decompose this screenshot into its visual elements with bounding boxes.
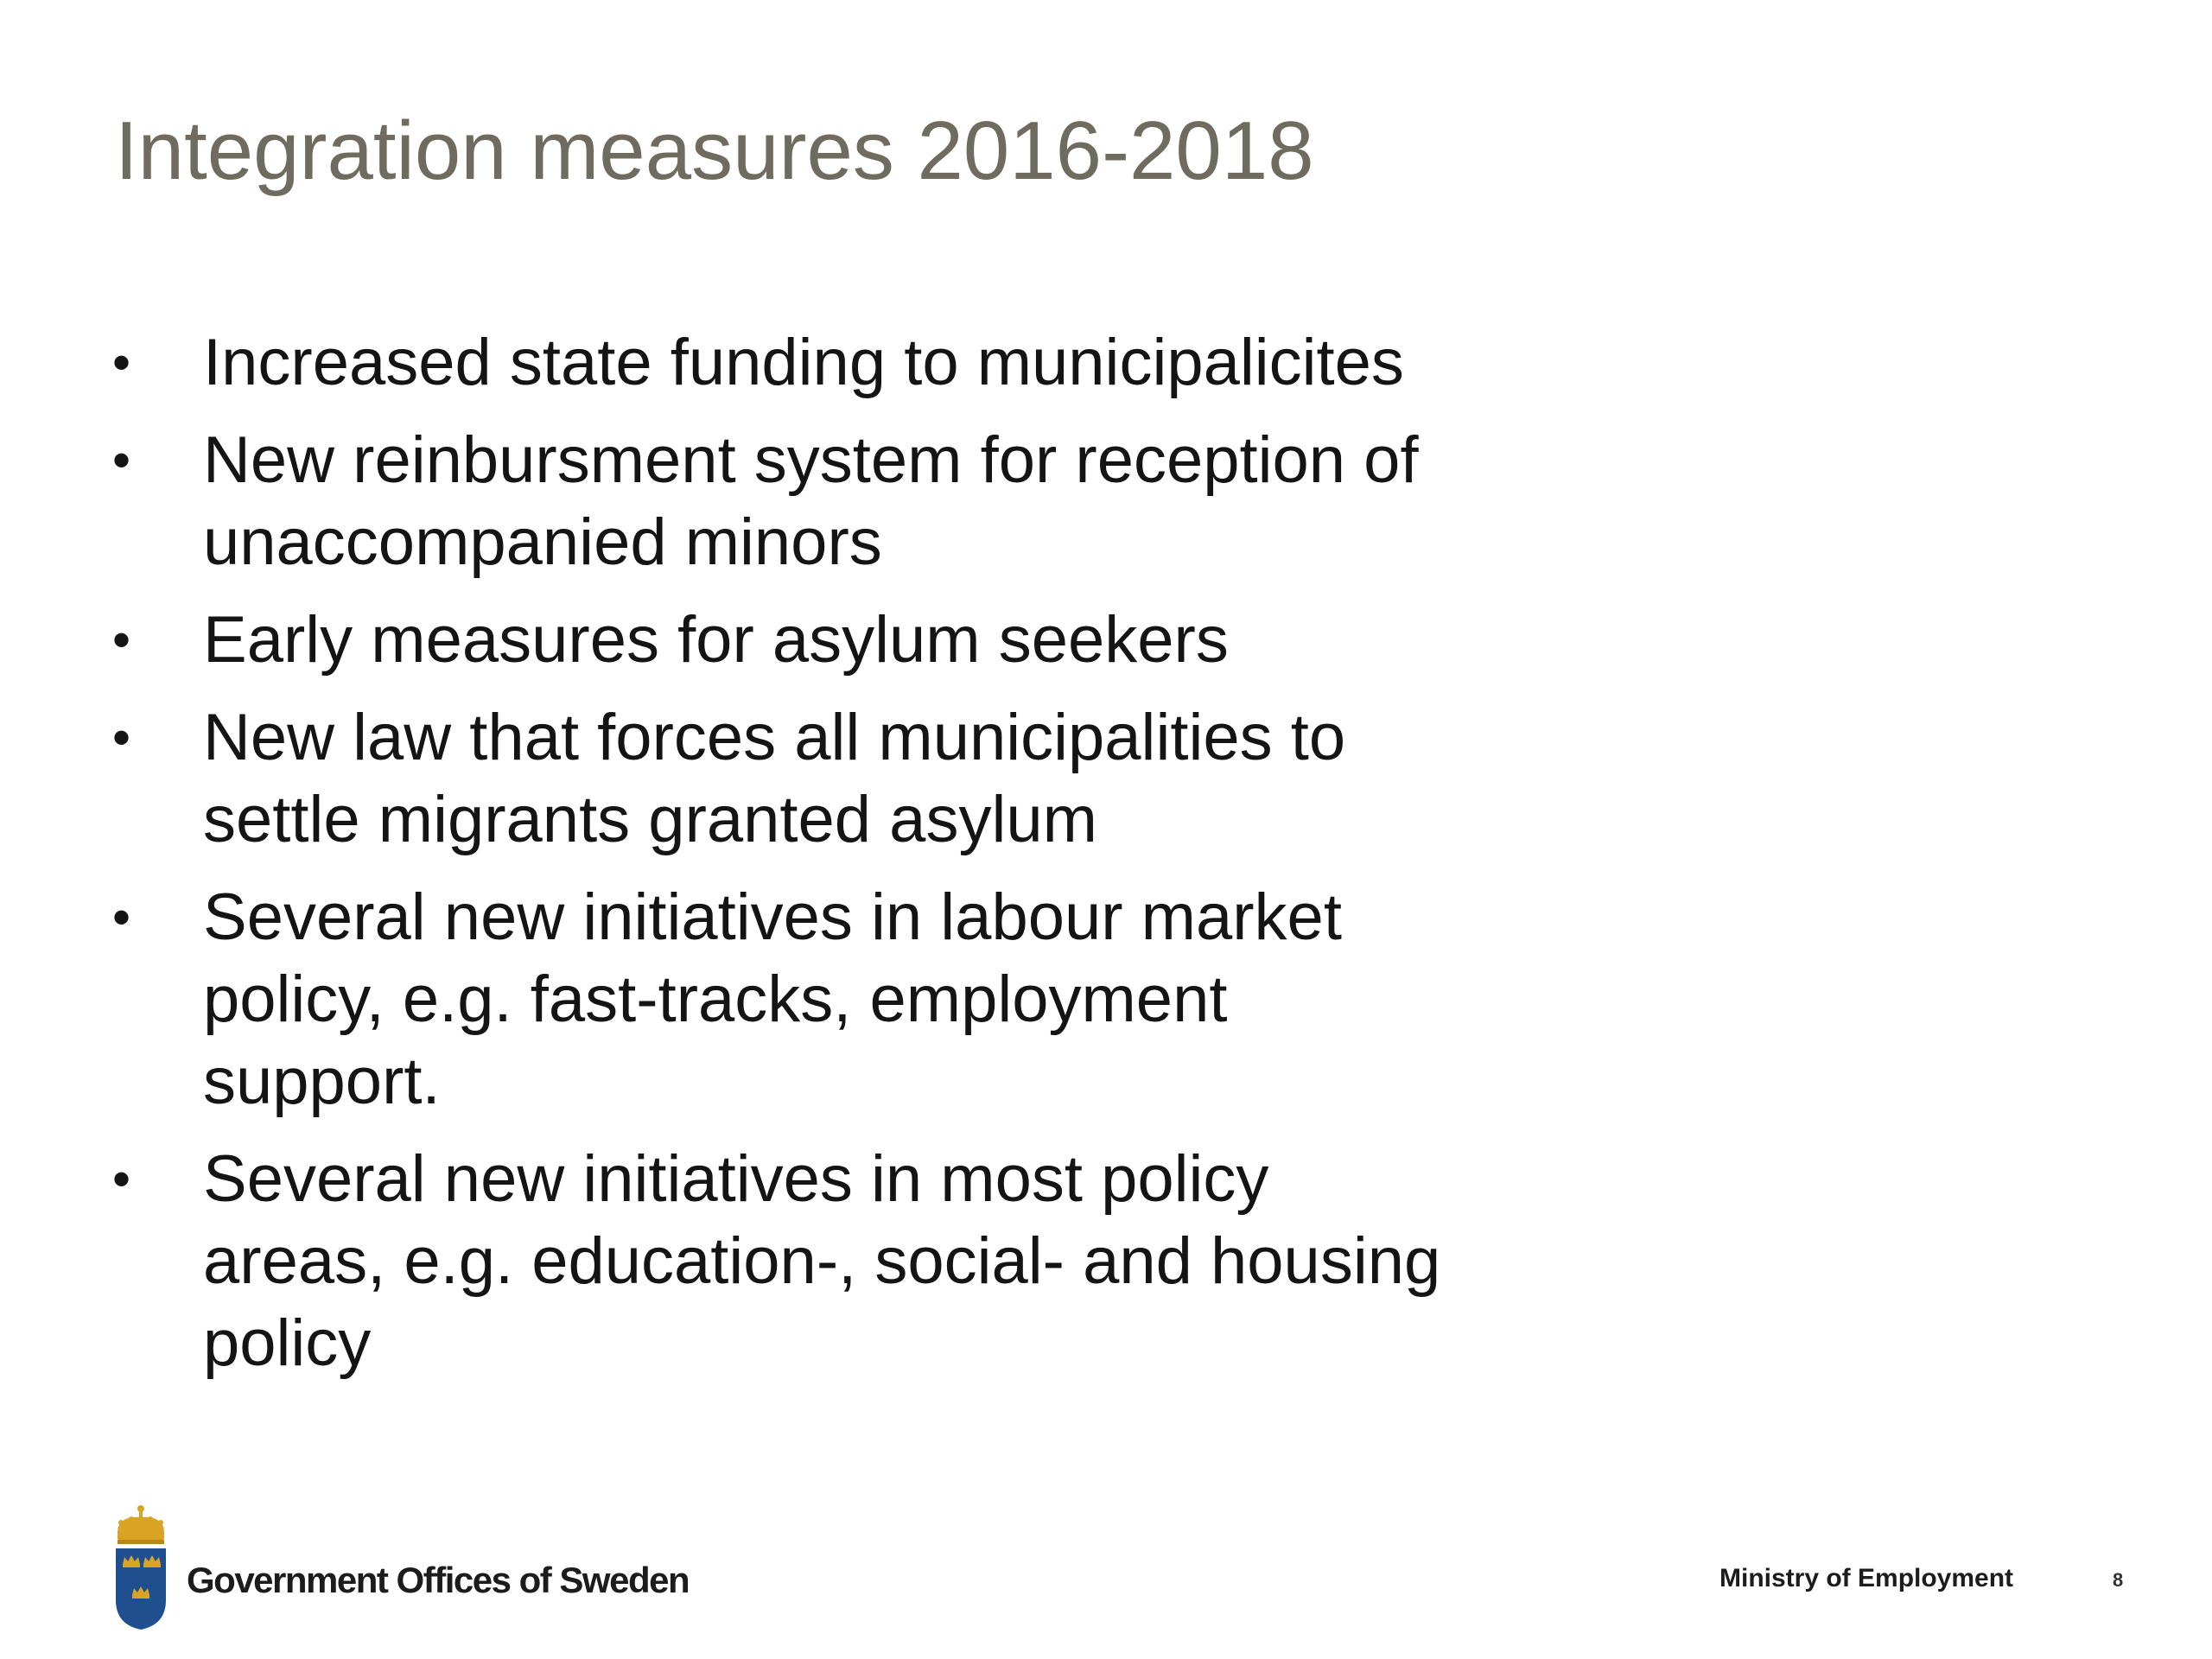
- bullet-marker: •: [112, 431, 131, 489]
- bullet-marker: •: [112, 709, 131, 766]
- swedish-coat-of-arms-icon: [112, 1503, 169, 1631]
- bullet-item: [112, 1138, 1443, 1384]
- bullet-text: New reinbursment system for reception of unaccompanied minors: [203, 423, 1419, 579]
- bullet-marker: •: [112, 334, 131, 391]
- bullet-item: [112, 599, 1443, 681]
- bullet-text: Early measures for asylum seekers: [203, 603, 1229, 677]
- bullet-list: [112, 321, 1443, 1400]
- bullet-marker: •: [112, 1150, 131, 1208]
- organization-name: Government Offices of Sweden: [187, 1560, 690, 1600]
- bullet-item: [112, 321, 1443, 404]
- bullet-item: [112, 696, 1443, 861]
- bullet-text: Increased state funding to municipalicites: [203, 326, 1404, 399]
- bullet-text: Several new initiatives in most policy areas, e.g. education-, social- and housing policy: [203, 1142, 1441, 1380]
- ministry-name: Ministry of Employment: [1719, 1564, 2014, 1592]
- bullet-marker: •: [112, 888, 131, 946]
- bullet-text: New law that forces all municipalities to settle migrants granted asylum: [203, 701, 1346, 856]
- bullet-text: Several new initiatives in labour market policy, e.g. fast-tracks, employment support.: [203, 880, 1342, 1118]
- government-logo: [112, 1503, 689, 1631]
- page-number: 8: [2113, 1569, 2124, 1591]
- bullet-item: [112, 876, 1443, 1122]
- bullet-marker: •: [112, 611, 131, 669]
- slide-title: Integration measures 2016-2018: [115, 105, 1314, 197]
- bullet-item: [112, 419, 1443, 583]
